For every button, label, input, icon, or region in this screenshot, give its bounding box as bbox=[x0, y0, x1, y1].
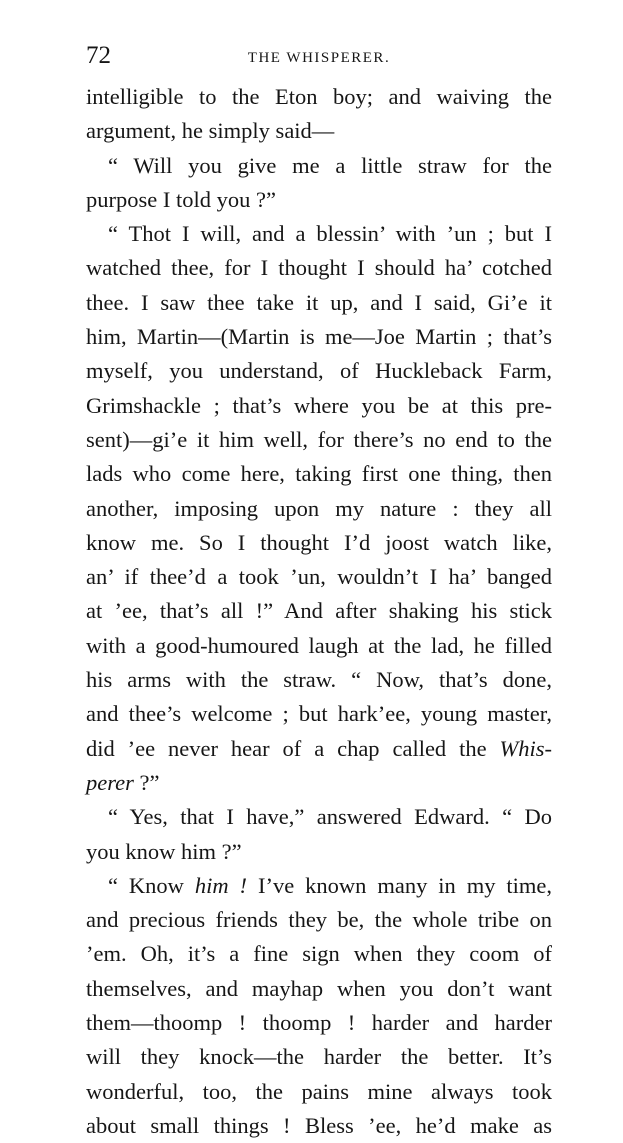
text-line: lads who come here, taking first one thing, then bbox=[86, 461, 552, 487]
text-line bbox=[86, 766, 552, 800]
text-line: intelligible to the Eton boy; and waiving the bbox=[86, 84, 552, 109]
text-line: him, Martin—(Martin is me—Joe Martin ; that’s bbox=[86, 324, 552, 350]
text-line: watched thee, for I thought I should ha’ cotched bbox=[86, 255, 552, 281]
text-segment: “ Know bbox=[108, 872, 195, 898]
text-line: with a good-humoured laugh at the lad, he filled bbox=[86, 632, 552, 658]
text-line: purpose I told you ?” bbox=[86, 186, 276, 212]
text-line: “ Will you give me a little straw for the bbox=[108, 152, 552, 178]
text-line: and precious friends they be, the whole tribe on bbox=[86, 907, 552, 933]
text-line: and thee’s welcome ; but hark’ee, young master, bbox=[86, 701, 552, 727]
text-line: at ’ee, that’s all !” And after shaking his stick bbox=[86, 598, 552, 624]
italic-text: him ! bbox=[194, 872, 248, 898]
text-line: know me. So I thought I’d joost watch like, bbox=[86, 529, 552, 555]
text-line: sent)—gi’e it him well, for there’s no end to the bbox=[86, 426, 552, 452]
text-line: an’ if thee’d a took ’un, wouldn’t I ha’ banged bbox=[86, 564, 552, 590]
text-line: wonderful, too, the pains mine always took bbox=[86, 1078, 552, 1104]
text-line: thee. I saw thee take it up, and I said, Gi’e it bbox=[86, 289, 552, 315]
text-segment: did ’ee never hear of a chap called the bbox=[86, 735, 500, 761]
text-line: themselves, and mayhap when you don’t want bbox=[86, 975, 552, 1001]
text-line bbox=[86, 869, 552, 903]
text-line: will they knock—the harder the better. It’s bbox=[86, 1044, 552, 1070]
italic-text: perer bbox=[86, 769, 134, 795]
body-text bbox=[86, 80, 552, 1143]
page-header bbox=[86, 40, 552, 72]
text-line: argument, he simply said— bbox=[86, 118, 335, 144]
text-line: ’em. Oh, it’s a fine sign when they coom of bbox=[86, 941, 552, 967]
page-number: 72 bbox=[86, 42, 111, 69]
text-line bbox=[86, 732, 552, 766]
italic-text: Whis- bbox=[499, 735, 552, 761]
text-line: “ Yes, that I have,” answered Edward. “ Do bbox=[108, 804, 552, 830]
running-head: THE WHISPERER. bbox=[247, 50, 391, 66]
text-line: myself, you understand, of Huckleback Farm, bbox=[86, 358, 552, 384]
text-line: his arms with the straw. “ Now, that’s done, bbox=[86, 667, 552, 693]
text-line: “ Thot I will, and a blessin’ with ’un ; but I bbox=[108, 221, 552, 247]
text-segment: ?” bbox=[133, 769, 160, 795]
text-segment: I’ve known many in my time, bbox=[247, 872, 552, 898]
text-line: you know him ?” bbox=[86, 838, 242, 864]
text-line: them—thoomp ! thoomp ! harder and harder bbox=[86, 1010, 552, 1036]
text-line: another, imposing upon my nature : they all bbox=[86, 495, 552, 521]
text-line: about small things ! Bless ’ee, he’d make as bbox=[86, 1112, 552, 1138]
text-line: Grimshackle ; that’s where you be at this pre- bbox=[86, 392, 552, 418]
